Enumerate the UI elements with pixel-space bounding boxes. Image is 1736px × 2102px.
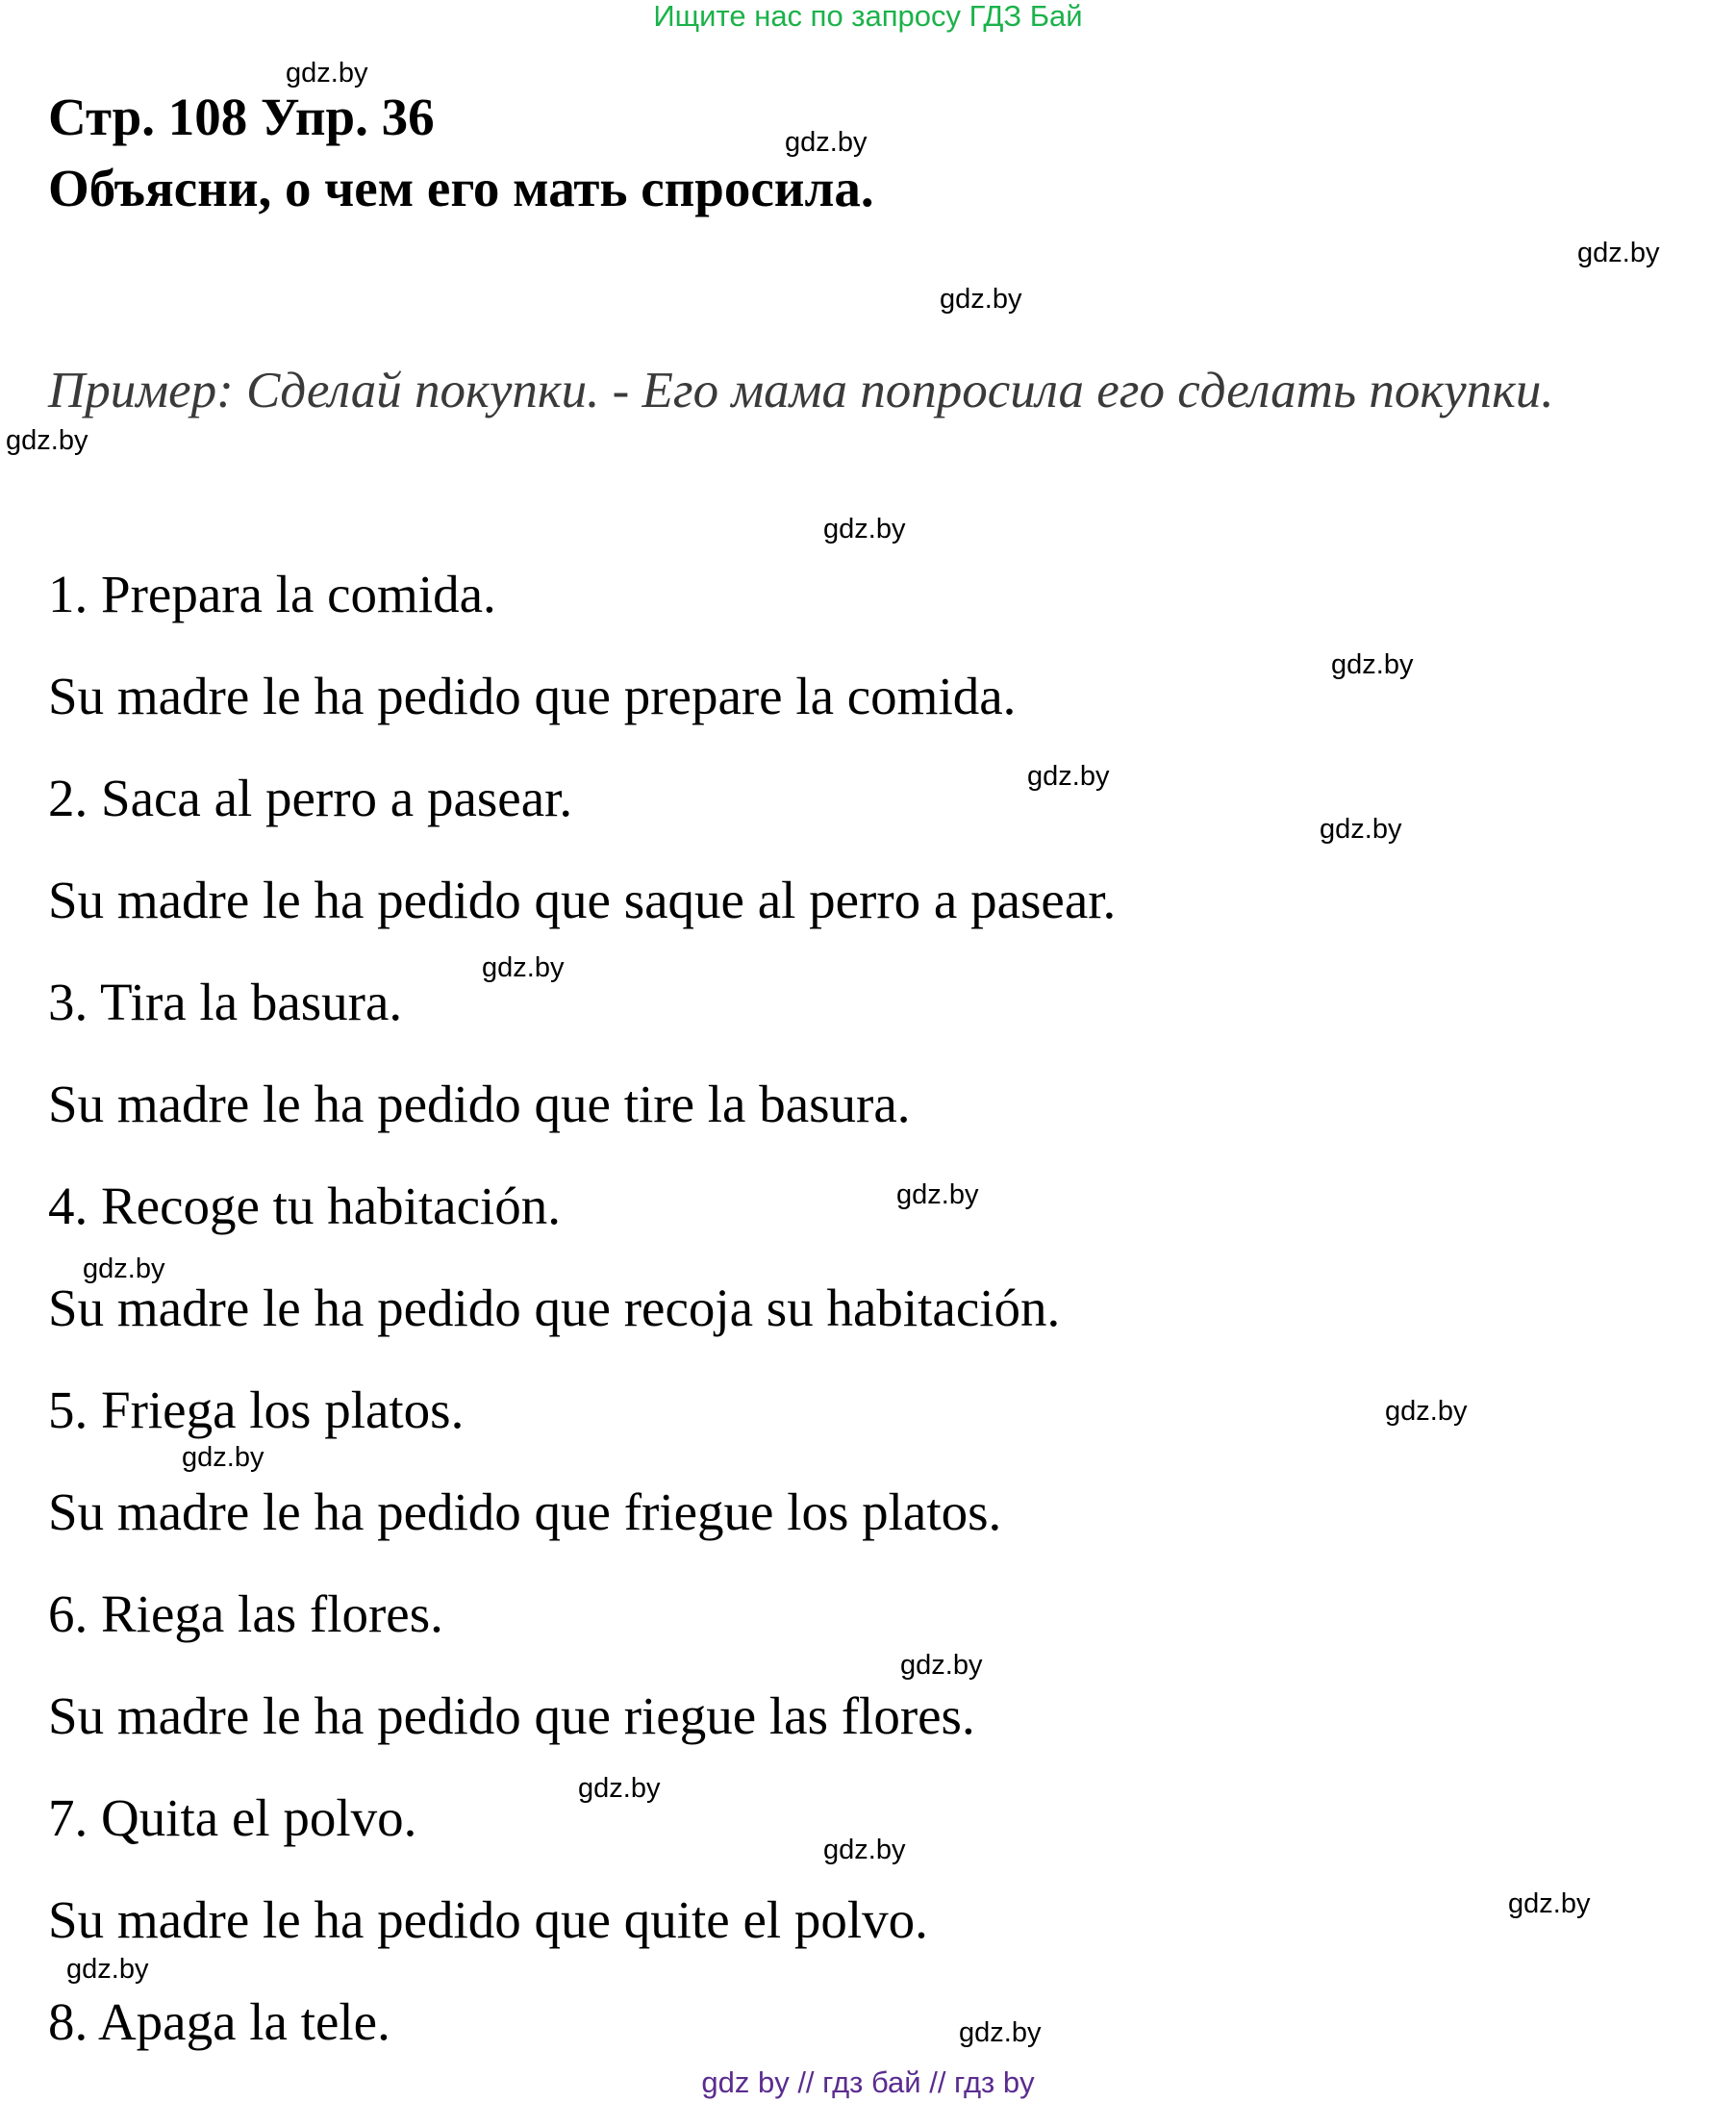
watermark: gdz.by <box>896 1179 979 1210</box>
watermark: gdz.by <box>823 1835 906 1865</box>
watermark: gdz.by <box>482 952 565 983</box>
example-sentence: Пример: Сделай покупки. - Его мама попросила его сделать покупки. <box>48 363 1554 418</box>
item-4-prompt: 4. Recoge tu habitación. <box>48 1177 562 1235</box>
watermark: gdz.by <box>1508 1888 1591 1919</box>
watermark: gdz.by <box>1320 814 1402 845</box>
watermark: gdz.by <box>83 1254 165 1284</box>
item-3-answer: Su madre le ha pedido que tire la basura. <box>48 1075 911 1133</box>
watermark: gdz.by <box>66 1954 149 1985</box>
watermark: gdz.by <box>1331 649 1414 680</box>
watermark: gdz.by <box>286 58 368 89</box>
item-5-prompt: 5. Friega los platos. <box>48 1380 465 1439</box>
watermark: gdz.by <box>578 1773 661 1804</box>
item-5-answer: Su madre le ha pedido que friegue los platos. <box>48 1482 1002 1541</box>
item-1-answer: Su madre le ha pedido que prepare la comida. <box>48 667 1017 725</box>
item-1-prompt: 1. Prepara la comida. <box>48 565 496 623</box>
item-8-prompt: 8. Apaga la tele. <box>48 1992 390 2051</box>
item-6-answer: Su madre le ha pedido que riegue las flores. <box>48 1686 975 1745</box>
page-exercise-title: Стр. 108 Упр. 36 <box>48 88 435 146</box>
item-2-prompt: 2. Saca al perro a pasear. <box>48 769 573 827</box>
watermark: gdz.by <box>940 284 1022 315</box>
item-6-prompt: 6. Riega las flores. <box>48 1584 443 1643</box>
watermark: gdz.by <box>182 1442 264 1473</box>
item-7-prompt: 7. Quita el polvo. <box>48 1788 417 1847</box>
watermark: gdz.by <box>823 514 906 544</box>
top-banner: Ищите нас по запросу ГДЗ Бай <box>653 0 1083 33</box>
watermark: gdz.by <box>6 425 88 456</box>
watermark: gdz.by <box>1385 1396 1468 1427</box>
task-instruction: Объясни, о чем его мать спросила. <box>48 159 874 217</box>
watermark: gdz.by <box>1577 238 1660 268</box>
watermark: gdz.by <box>900 1650 983 1681</box>
watermark: gdz.by <box>785 127 868 158</box>
watermark: gdz.by <box>1027 761 1110 792</box>
footer-links: gdz by // гдз бай // гдз by <box>701 2065 1035 2099</box>
item-2-answer: Su madre le ha pedido que saque al perro a pasear. <box>48 871 1117 929</box>
item-4-answer: Su madre le ha pedido que recoja su habitación. <box>48 1279 1061 1337</box>
item-7-answer: Su madre le ha pedido que quite el polvo. <box>48 1890 928 1949</box>
item-3-prompt: 3. Tira la basura. <box>48 973 403 1031</box>
watermark: gdz.by <box>959 2017 1042 2048</box>
